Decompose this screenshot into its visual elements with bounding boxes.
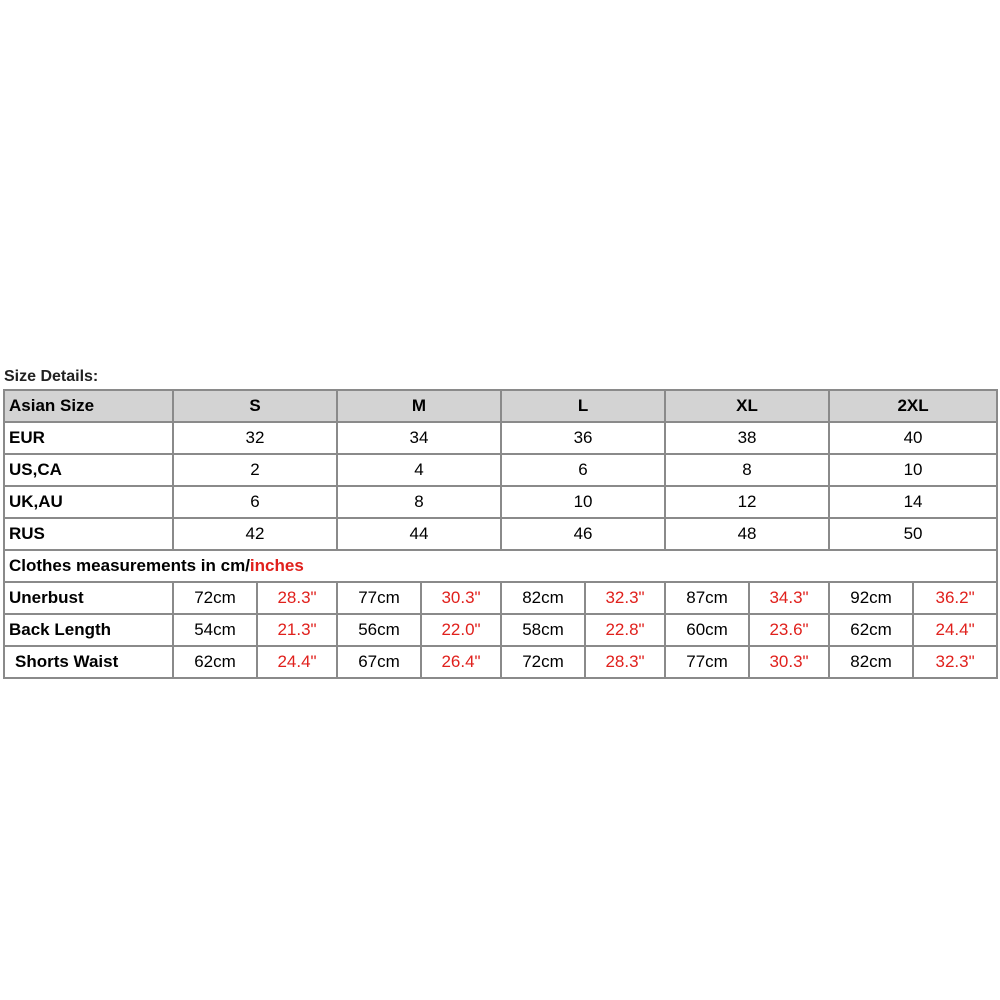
measurements-title-row [4, 550, 997, 582]
measurement-label: Unerbust [4, 582, 173, 614]
measurement-row [4, 614, 997, 646]
inch-value: 36.2" [913, 582, 997, 614]
cm-value: 56cm [337, 614, 421, 646]
conversion-row [4, 486, 997, 518]
cm-value: 62cm [829, 614, 913, 646]
size-details-caption: Size Details: [4, 368, 99, 385]
size-value: 42 [173, 518, 337, 550]
conversion-row [4, 518, 997, 550]
inch-value: 30.3" [749, 646, 829, 678]
size-value: 46 [501, 518, 665, 550]
inch-value: 24.4" [913, 614, 997, 646]
region-label: RUS [4, 518, 173, 550]
size-table [3, 389, 998, 679]
inch-value: 30.3" [421, 582, 501, 614]
size-value: 10 [829, 454, 997, 486]
asian-size-header: Asian Size [4, 390, 173, 422]
conversion-row [4, 454, 997, 486]
size-value: 48 [665, 518, 829, 550]
inch-value: 23.6" [749, 614, 829, 646]
inch-value: 24.4" [257, 646, 337, 678]
cm-value: 87cm [665, 582, 749, 614]
measurement-label: Back Length [4, 614, 173, 646]
size-value: 8 [337, 486, 501, 518]
measurement-label: Shorts Waist [4, 646, 173, 678]
size-value: 36 [501, 422, 665, 454]
size-header-s: S [173, 390, 337, 422]
measurements-title-inches: inches [249, 556, 304, 575]
size-value: 50 [829, 518, 997, 550]
size-value: 44 [337, 518, 501, 550]
measurement-row [4, 646, 997, 678]
cm-value: 72cm [501, 646, 585, 678]
size-value: 4 [337, 454, 501, 486]
size-value: 12 [665, 486, 829, 518]
measurements-title-prefix: Clothes measurements in cm/ [9, 556, 250, 575]
size-header-m: M [337, 390, 501, 422]
size-value: 38 [665, 422, 829, 454]
region-label: EUR [4, 422, 173, 454]
inch-value: 34.3" [749, 582, 829, 614]
region-label: UK,AU [4, 486, 173, 518]
inch-value: 21.3" [257, 614, 337, 646]
cm-value: 92cm [829, 582, 913, 614]
size-value: 6 [173, 486, 337, 518]
conversion-row [4, 422, 997, 454]
inch-value: 32.3" [585, 582, 665, 614]
size-header-xl: XL [665, 390, 829, 422]
inch-value: 26.4" [421, 646, 501, 678]
size-chart [3, 365, 996, 679]
inch-value: 22.8" [585, 614, 665, 646]
cm-value: 82cm [501, 582, 585, 614]
size-value: 32 [173, 422, 337, 454]
measurements-title [4, 550, 997, 582]
cm-value: 62cm [173, 646, 257, 678]
size-value: 40 [829, 422, 997, 454]
size-value: 8 [665, 454, 829, 486]
size-value: 10 [501, 486, 665, 518]
cm-value: 67cm [337, 646, 421, 678]
inch-value: 32.3" [913, 646, 997, 678]
size-header-l: L [501, 390, 665, 422]
region-label: US,CA [4, 454, 173, 486]
size-header-2xl: 2XL [829, 390, 997, 422]
cm-value: 58cm [501, 614, 585, 646]
inch-value: 28.3" [585, 646, 665, 678]
cm-value: 54cm [173, 614, 257, 646]
size-value: 34 [337, 422, 501, 454]
size-value: 2 [173, 454, 337, 486]
inch-value: 28.3" [257, 582, 337, 614]
size-table-body [4, 390, 997, 678]
cm-value: 72cm [173, 582, 257, 614]
cm-value: 77cm [337, 582, 421, 614]
size-value: 6 [501, 454, 665, 486]
size-value: 14 [829, 486, 997, 518]
inch-value: 22.0" [421, 614, 501, 646]
measurement-row [4, 582, 997, 614]
cm-value: 60cm [665, 614, 749, 646]
header-row [4, 390, 997, 422]
cm-value: 77cm [665, 646, 749, 678]
cm-value: 82cm [829, 646, 913, 678]
